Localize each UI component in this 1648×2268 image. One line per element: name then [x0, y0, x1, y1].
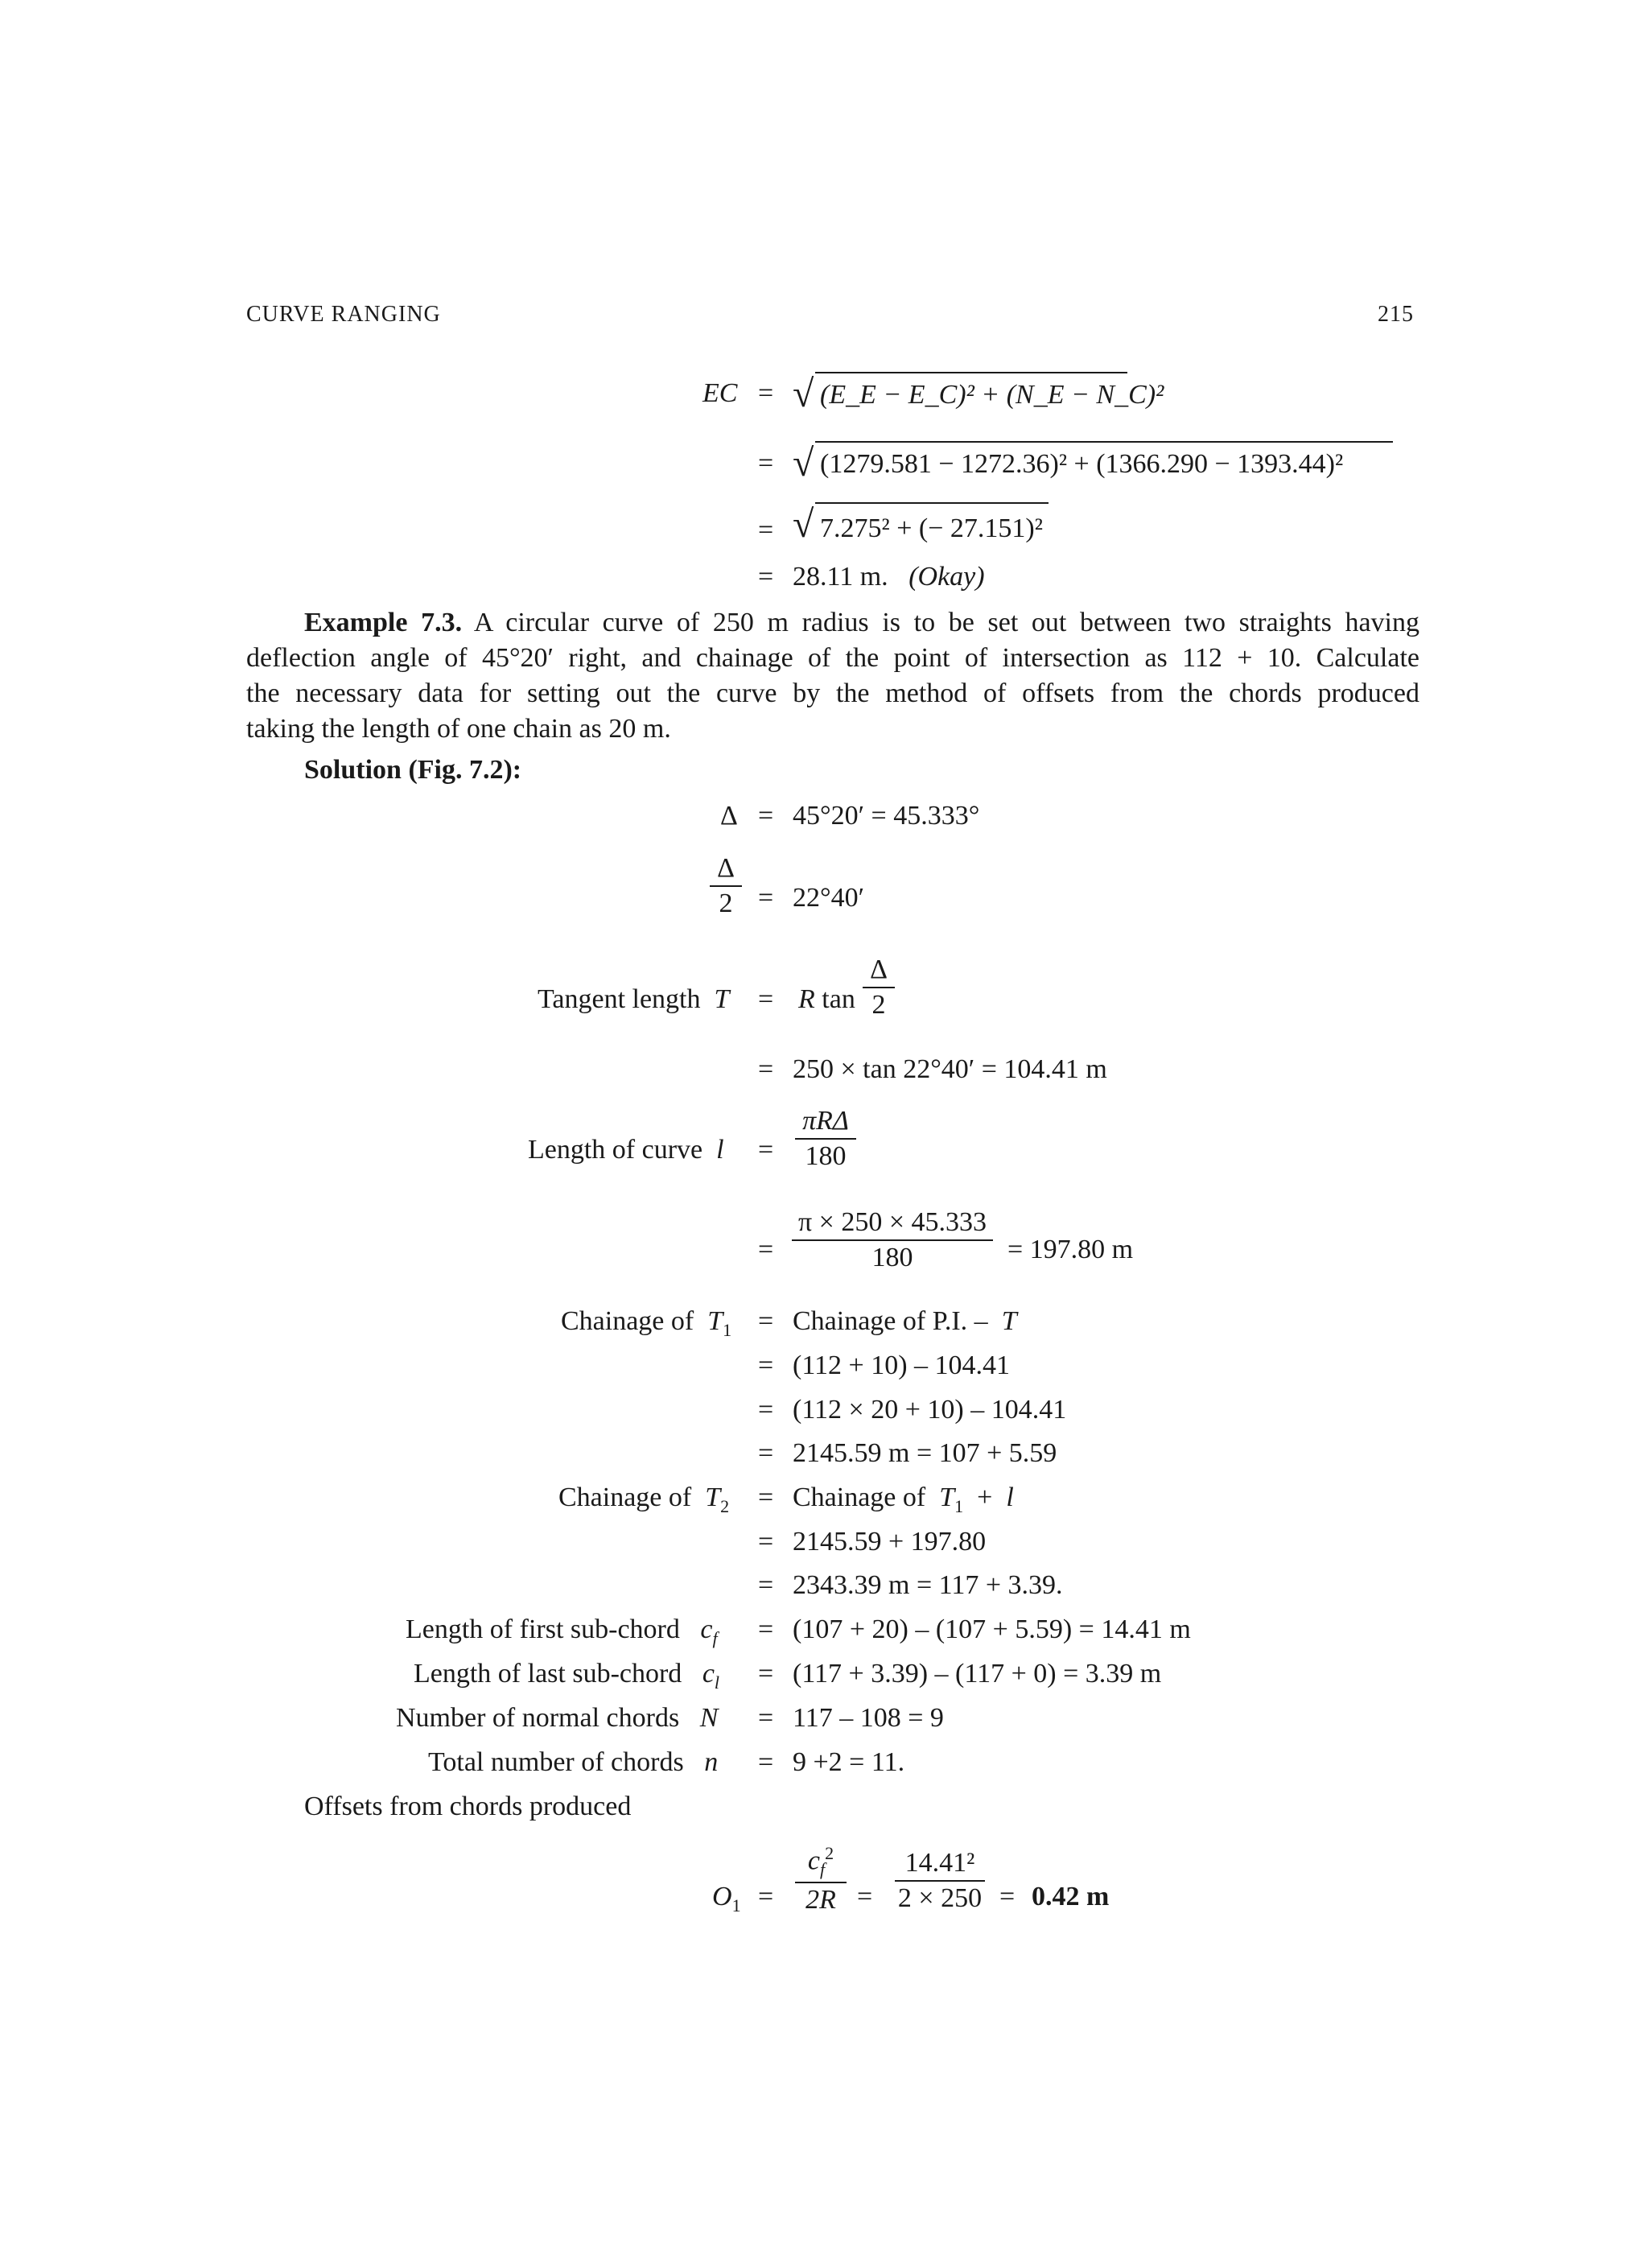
ec-sqrt-3: √ 7.275² + (− 27.151)²: [793, 502, 814, 546]
curve-label-text: Length of curve: [528, 1135, 703, 1165]
o1-sub: 1: [731, 1895, 741, 1915]
t2-line-1-var: T: [939, 1482, 955, 1512]
example-line-1: A circular curve of 250 m radius is to be set out between two straights having: [473, 608, 1419, 637]
t1-line-1: [793, 1306, 1017, 1337]
tangent-num: Δ: [870, 955, 888, 984]
t2-label: [558, 1482, 729, 1517]
cf-label-text: Length of first sub-chord: [406, 1614, 680, 1644]
tangent-calc-eq: =: [758, 1054, 774, 1084]
tangent-label-text: Tangent length: [538, 984, 701, 1014]
curve-calc-eq: =: [758, 1235, 774, 1264]
curve-result: = 197.80 m: [1007, 1235, 1134, 1264]
t2-line-1-plus: +: [977, 1482, 993, 1512]
ec-sqrt-1: √ (E_E − E_C)² + (N_E − N_C)²: [793, 373, 1164, 415]
total-label: [428, 1747, 718, 1778]
o1-den-2: 2 × 250: [897, 1883, 983, 1913]
t1-line-4: 2145.59 m = 107 + 5.59: [793, 1438, 1057, 1468]
ec-result-value: 28.11 m.: [793, 562, 888, 592]
half-delta-value: 22°40′: [793, 883, 865, 913]
n-value: 117 – 108 = 9: [793, 1703, 944, 1733]
running-header: CURVE RANGING: [246, 302, 441, 327]
ec-sqrt-2: √ (1279.581 − 1272.36)² + (1366.290 − 1393.44)²: [793, 441, 814, 485]
ec-expr-1: (E_E − E_C)² + (N_E − N_C)²: [820, 380, 1164, 410]
o1-num-1: $c_f^2$: [807, 1843, 834, 1880]
ec-eq-2: =: [758, 448, 774, 478]
curve-calc-fraction: [792, 1207, 993, 1273]
cl-label-text: Length of last sub-chord: [414, 1659, 682, 1689]
example-label: Example 7.3.: [304, 608, 463, 637]
tangent-den: 2: [871, 990, 886, 1020]
delta-value: 45°20′ = 45.333°: [793, 801, 980, 831]
cf-var: c: [700, 1614, 713, 1644]
cl-value: (117 + 3.39) – (117 + 0) = 3.39 m: [793, 1659, 1162, 1689]
example-line-3: the necessary data for setting out the curve by the method of offsets from the chords produced: [246, 678, 1419, 708]
o1-num-2: 14.41²: [904, 1848, 975, 1878]
t1-label-text: Chainage of: [561, 1306, 694, 1336]
total-value: 9 +2 = 11.: [793, 1747, 905, 1777]
tangent-var: T: [714, 984, 730, 1014]
half-delta-fraction: [710, 853, 742, 919]
t1-var: T: [707, 1306, 723, 1336]
t1-line-1-text: Chainage of P.I. –: [793, 1306, 988, 1336]
t2-line-1-var2: l: [1006, 1482, 1014, 1512]
solution-label: Solution (Fig. 7.2):: [304, 755, 522, 785]
t1-sub: 1: [723, 1319, 732, 1340]
offsets-label: Offsets from chords produced: [304, 1792, 632, 1821]
o1-den-1: 2R: [805, 1885, 836, 1915]
cf-value: (107 + 20) – (107 + 5.59) = 14.41 m: [793, 1614, 1191, 1644]
example-line-4: taking the length of one chain as 20 m.: [246, 714, 671, 744]
total-label-text: Total number of chords: [428, 1747, 684, 1777]
cl-var: c: [702, 1659, 715, 1689]
cf-sub: f: [712, 1627, 718, 1648]
ec-eq-1: =: [758, 378, 774, 408]
half-delta-eq: =: [758, 883, 774, 913]
curve-fraction: [795, 1106, 856, 1172]
n-var: N: [699, 1703, 719, 1733]
delta-eq: =: [758, 801, 774, 831]
t2-line-2: 2145.59 + 197.80: [793, 1527, 987, 1557]
o1-result: 0.42 m: [1032, 1882, 1110, 1911]
tangent-fraction: [863, 955, 895, 1021]
half-delta-den: 2: [719, 889, 733, 918]
ec-expr-3: 7.275² + (− 27.151)²: [820, 513, 1043, 543]
t1-label: [561, 1306, 731, 1341]
t1-line-1-var: T: [1001, 1306, 1017, 1336]
t1-line-2: (112 + 10) – 104.41: [793, 1350, 1011, 1380]
o1-lhs: [712, 1882, 741, 1916]
n-label-text: Number of normal chords: [396, 1703, 680, 1733]
delta-symbol: Δ: [720, 801, 738, 831]
o1-fraction-1: [795, 1843, 847, 1915]
ec-lhs: EC: [702, 378, 738, 408]
t2-label-text: Chainage of: [558, 1482, 692, 1512]
ec-expr-2: (1279.581 − 1272.36)² + (1366.290 − 1393.44)²: [820, 449, 1344, 479]
t2-var: T: [705, 1482, 721, 1512]
half-delta-num: Δ: [717, 853, 735, 883]
o1-fraction-2: [895, 1848, 985, 1914]
tangent-calc: 250 × tan 22°40′ = 104.41 m: [793, 1054, 1107, 1084]
t2-line-1: [793, 1482, 1014, 1517]
curve-eq: =: [758, 1135, 774, 1165]
t1-line-3: (112 × 20 + 10) – 104.41: [793, 1395, 1067, 1425]
ec-eq-3: =: [758, 515, 774, 545]
example-paragraph: [246, 605, 1419, 747]
cl-sub: l: [714, 1672, 720, 1693]
ec-eq-4: =: [758, 562, 774, 592]
total-var: n: [704, 1747, 719, 1777]
curve-calc-den: 180: [871, 1243, 913, 1272]
o1-var: O: [712, 1882, 732, 1911]
t2-line-3: 2343.39 m = 117 + 3.39.: [793, 1570, 1063, 1600]
ec-result: [793, 562, 985, 592]
curve-calc-num: π × 250 × 45.333: [797, 1207, 987, 1237]
n-label: [396, 1703, 718, 1734]
example-line-2: deflection angle of 45°20′ right, and chainage of the point of intersection as 112 + 10. Calculate: [246, 643, 1419, 673]
tangent-eq: =: [758, 984, 774, 1014]
t2-line-1-sub: 1: [954, 1495, 964, 1516]
t2-sub: 2: [720, 1495, 730, 1516]
tangent-label: [538, 984, 729, 1015]
t2-line-1-text: Chainage of: [793, 1482, 926, 1512]
page-number: 215: [1378, 302, 1414, 327]
cl-label: [414, 1659, 719, 1693]
ec-result-note: (Okay): [908, 562, 985, 592]
tangent-rhs: R tan: [798, 984, 855, 1014]
curve-var: l: [716, 1135, 724, 1165]
curve-num: πRΔ: [802, 1106, 849, 1136]
cf-label: [406, 1614, 718, 1649]
curve-label: [528, 1135, 724, 1165]
curve-den: 180: [805, 1141, 847, 1171]
